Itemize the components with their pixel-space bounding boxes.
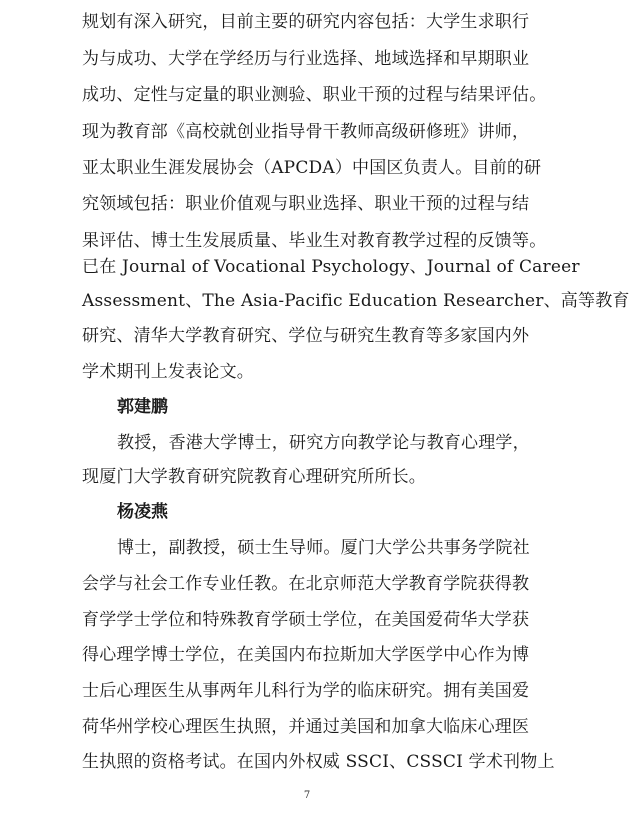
paragraph-line: 士后心理医生从事两年儿科行为学的临床研究。拥有美国爱: [82, 681, 530, 701]
paragraph-line: 学术期刊上发表论文。: [82, 362, 254, 382]
paragraph-line: 荷华州学校心理医生执照，并通过美国和加拿大临床心理医: [82, 717, 530, 737]
paragraph-line: 得心理学博士学位，在美国内布拉斯加大学医学中心作为博: [82, 645, 530, 665]
paragraph-line: Assessment、The Asia-Pacific Education Researcher、高等教育: [82, 291, 630, 311]
paragraph-line: 究领域包括：职业价值观与职业选择、职业干预的过程与结: [82, 194, 530, 214]
paragraph-line: 会学与社会工作专业任教。在北京师范大学教育学院获得教: [82, 574, 530, 594]
paragraph-line: 亚太职业生涯发展协会（APCDA）中国区负责人。目前的研: [82, 158, 542, 178]
paragraph-line: 已在 Journal of Vocational Psychology、Journal of Career: [82, 257, 580, 277]
paragraph-line: 育学学士学位和特殊教育学硕士学位，在美国爱荷华大学获: [82, 610, 530, 630]
paragraph-line: 现为教育部《高校就创业指导骨干教师高级研修班》讲师，: [82, 122, 530, 142]
paragraph-line: 规划有深入研究，目前主要的研究内容包括：大学生求职行: [82, 12, 530, 32]
paragraph-line: 现厦门大学教育研究院教育心理研究所所长。: [82, 467, 426, 487]
person-name-heading: 杨凌燕: [117, 502, 168, 522]
paragraph-line: 为与成功、大学在学经历与行业选择、地域选择和早期职业: [82, 49, 530, 69]
person-name-heading: 郭建鹏: [117, 397, 168, 417]
paragraph-line: 教授，香港大学博士，研究方向教学论与教育心理学，: [117, 433, 530, 453]
paragraph-line: 成功、定性与定量的职业测验、职业干预的过程与结果评估。: [82, 85, 547, 105]
paragraph-line: 生执照的资格考试。在国内外权威 SSCI、CSSCI 学术刊物上: [82, 752, 555, 772]
paragraph-line: 博士，副教授，硕士生导师。厦门大学公共事务学院社: [117, 538, 530, 558]
paragraph-line: 研究、清华大学教育研究、学位与研究生教育等多家国内外: [82, 326, 530, 346]
page-number: 7: [303, 790, 311, 801]
paragraph-line: 果评估、博士生发展质量、毕业生对教育教学过程的反馈等。: [82, 231, 547, 251]
